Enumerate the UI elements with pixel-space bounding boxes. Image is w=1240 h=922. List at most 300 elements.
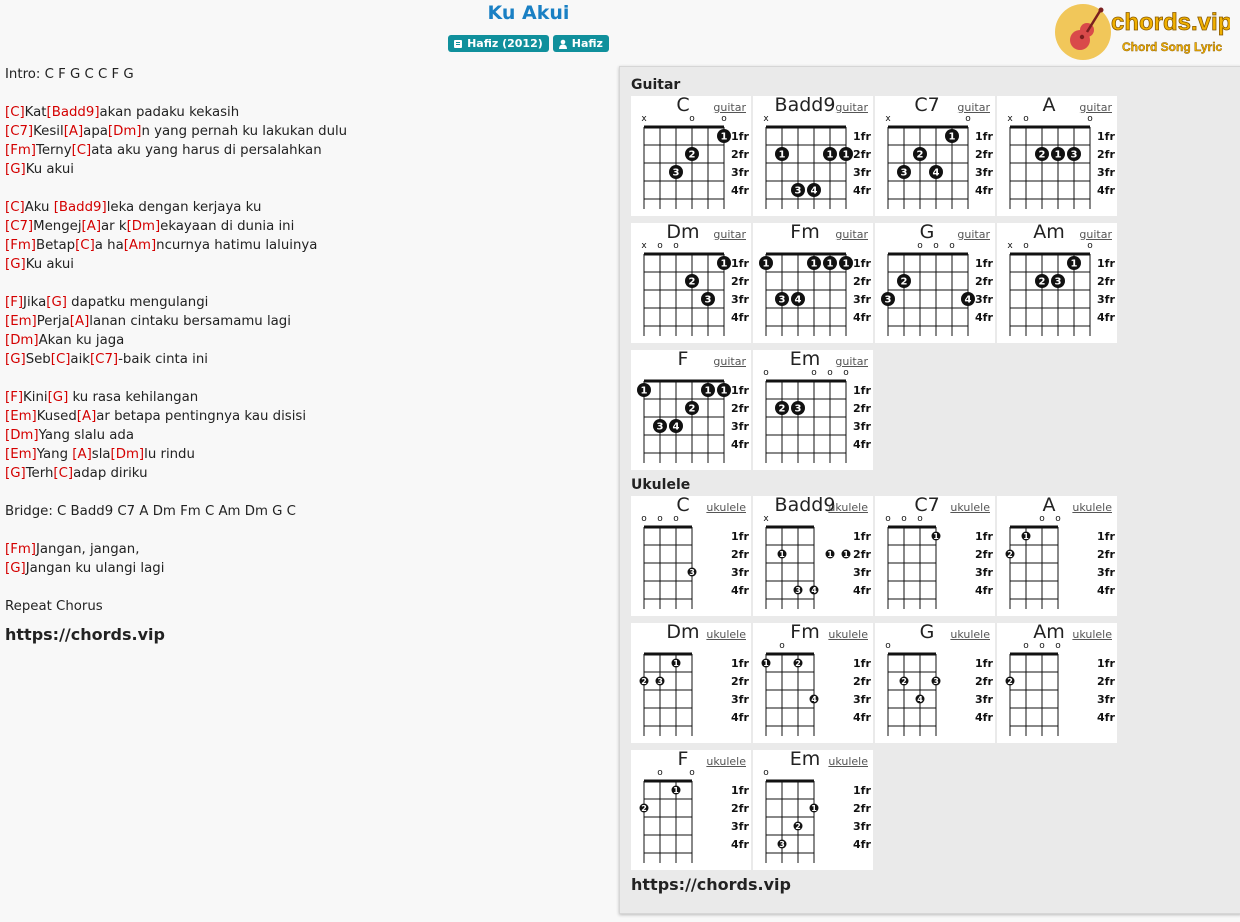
finger-number: 1: [826, 258, 834, 270]
chord-link[interactable]: [G]: [5, 561, 26, 576]
fretboard-diagram: [875, 496, 995, 616]
finger-number: 3: [779, 840, 785, 849]
fret-label: 4fr: [975, 311, 993, 324]
fret-label: 1fr: [853, 384, 871, 397]
album-badge[interactable]: [448, 35, 549, 52]
finger-number: 3: [1054, 276, 1062, 288]
chord-link[interactable]: [Am]: [123, 238, 157, 253]
instrument-link[interactable]: ukulele: [1072, 628, 1112, 641]
finger-number: 1: [704, 385, 712, 397]
fret-label: 1fr: [975, 257, 993, 270]
chord-link[interactable]: [Fm]: [5, 143, 36, 158]
fret-label: 3fr: [731, 420, 749, 433]
fret-label: 2fr: [1097, 148, 1115, 161]
chord-link[interactable]: [C]: [50, 352, 71, 367]
chord-link[interactable]: [G]: [5, 257, 26, 272]
lyric-line: [5, 160, 605, 179]
instrument-link[interactable]: guitar: [1079, 228, 1112, 241]
finger-number: 3: [704, 294, 712, 306]
lyric-text: ata aku yang harus di persalahkan: [91, 143, 322, 158]
open-string-marker: o: [811, 368, 817, 378]
fret-label: 1fr: [853, 784, 871, 797]
fretboard-diagram: [753, 623, 873, 743]
instrument-link[interactable]: guitar: [713, 355, 746, 368]
chord-link[interactable]: [C]: [75, 238, 95, 253]
instrument-link[interactable]: ukulele: [706, 628, 746, 641]
guitar-chord-card[interactable]: [753, 223, 873, 343]
fret-label: 4fr: [1097, 311, 1115, 324]
open-string-marker: o: [657, 768, 663, 778]
finger-number: 2: [778, 403, 786, 415]
open-string-marker: o: [1087, 114, 1093, 124]
finger-number: 2: [1007, 677, 1013, 686]
lyric-text: Akan ku jaga: [38, 333, 125, 348]
fretboard-diagram: [631, 750, 751, 870]
fret-label: 1fr: [731, 257, 749, 270]
fretboard-diagram: [631, 96, 751, 216]
fret-label: 1fr: [975, 530, 993, 543]
guitar-chord-card[interactable]: [631, 223, 751, 343]
chord-link[interactable]: [A]: [72, 447, 92, 462]
finger-number: 2: [916, 149, 924, 161]
fret-label: 3fr: [975, 693, 993, 706]
chord-diagrams-panel: [619, 66, 1240, 914]
lyric-line: [5, 236, 605, 255]
lyric-line: [5, 217, 605, 236]
finger-number: 1: [948, 131, 956, 143]
lyric-text: Mengej: [33, 219, 82, 234]
instrument-link[interactable]: guitar: [1079, 101, 1112, 114]
instrument-link[interactable]: ukulele: [828, 501, 868, 514]
finger-number: 3: [884, 294, 892, 306]
fretboard-diagram: [997, 496, 1117, 616]
finger-number: 3: [672, 167, 680, 179]
fret-label: 3fr: [853, 820, 871, 833]
fret-label: 3fr: [975, 166, 993, 179]
artist-badge-label: Hafiz: [571, 37, 603, 50]
fret-label: 3fr: [853, 166, 871, 179]
open-string-marker: o: [641, 514, 647, 524]
guitar-chord-card[interactable]: [875, 96, 995, 216]
lyric-text: Perja: [36, 314, 70, 329]
chord-name: Fm: [790, 621, 820, 643]
lyric-line: [5, 559, 605, 578]
open-string-marker: o: [763, 368, 769, 378]
fret-label: 2fr: [1097, 675, 1115, 688]
lyric-text: lu rindu: [144, 447, 195, 462]
fretboard-diagram: [875, 96, 995, 216]
fret-label: 1fr: [1097, 657, 1115, 670]
finger-number: 1: [640, 385, 648, 397]
finger-number: 3: [656, 421, 664, 433]
chord-link[interactable]: [G]: [5, 352, 26, 367]
lyric-line: [5, 464, 605, 483]
open-string-marker: o: [1055, 514, 1061, 524]
instrument-link[interactable]: ukulele: [828, 628, 868, 641]
finger-number: 1: [810, 258, 818, 270]
lyric-line: [5, 597, 605, 616]
blank-line: [5, 483, 605, 502]
chord-link[interactable]: [Dm]: [5, 333, 39, 348]
fretboard-diagram: [997, 96, 1117, 216]
chord-link[interactable]: [Dm]: [126, 219, 161, 234]
chord-link[interactable]: [G]: [46, 295, 67, 310]
ukulele-chord-card[interactable]: [997, 496, 1117, 616]
finger-number: 1: [720, 131, 728, 143]
fret-label: 3fr: [853, 693, 871, 706]
open-string-marker: o: [673, 241, 679, 251]
lyric-text: -baik cinta ini: [118, 352, 208, 367]
fretboard-diagram: [631, 350, 751, 470]
lyric-line: [5, 65, 605, 84]
open-string-marker: o: [657, 241, 663, 251]
chord-link[interactable]: [C]: [53, 466, 74, 481]
finger-number: 3: [689, 568, 695, 577]
open-string-marker: o: [1023, 641, 1029, 651]
finger-number: 2: [900, 276, 908, 288]
guitar-chord-card[interactable]: [631, 96, 751, 216]
finger-number: 3: [778, 294, 786, 306]
fret-label: 1fr: [1097, 257, 1115, 270]
finger-number: 1: [673, 786, 679, 795]
lyric-text: Kat: [24, 105, 47, 120]
fretboard-diagram: [631, 496, 751, 616]
finger-number: 1: [1054, 149, 1062, 161]
finger-number: 1: [762, 258, 770, 270]
song-badges: [0, 35, 1057, 52]
finger-number: 4: [794, 294, 802, 306]
muted-string-marker: x: [641, 114, 647, 124]
fret-label: 1fr: [731, 384, 749, 397]
fret-label: 2fr: [731, 675, 749, 688]
finger-number: 3: [1070, 149, 1078, 161]
chord-link[interactable]: [Badd9]: [53, 200, 107, 215]
chord-link[interactable]: [F]: [5, 295, 24, 310]
fret-label: 4fr: [1097, 584, 1115, 597]
lyric-text: apa: [83, 124, 108, 139]
lyric-text: ar k: [101, 219, 127, 234]
muted-string-marker: x: [1007, 114, 1013, 124]
guitar-chord-card[interactable]: [997, 96, 1117, 216]
muted-string-marker: x: [763, 114, 769, 124]
chord-link[interactable]: [Em]: [5, 314, 37, 329]
finger-number: 4: [811, 586, 817, 595]
blank-line: [5, 578, 605, 597]
blank-line: [5, 274, 605, 293]
finger-number: 1: [933, 532, 939, 541]
open-string-marker: o: [933, 241, 939, 251]
lyrics-url[interactable]: https://chords.vip: [5, 625, 165, 644]
fret-label: 2fr: [853, 548, 871, 561]
fret-label: 4fr: [731, 184, 749, 197]
chord-link[interactable]: [G]: [5, 162, 26, 177]
chord-name: Em: [789, 748, 821, 770]
chord-link[interactable]: [Em]: [5, 409, 37, 424]
instrument-link[interactable]: ukulele: [950, 501, 990, 514]
finger-number: 1: [1070, 258, 1078, 270]
fretboard-diagram: [631, 223, 751, 343]
fretboard-diagram: [753, 496, 873, 616]
fret-label: 1fr: [1097, 530, 1115, 543]
instrument-link[interactable]: ukulele: [706, 501, 746, 514]
lyric-text: Ku akui: [25, 162, 74, 177]
fret-label: 2fr: [853, 275, 871, 288]
chord-name: Badd9: [774, 494, 836, 516]
instrument-link[interactable]: guitar: [713, 228, 746, 241]
chord-link[interactable]: [Badd9]: [46, 105, 100, 120]
open-string-marker: o: [1023, 114, 1029, 124]
finger-number: 1: [843, 550, 849, 559]
open-string-marker: o: [1023, 241, 1029, 251]
lyric-line: [5, 445, 605, 464]
instrument-link[interactable]: ukulele: [1072, 501, 1112, 514]
chord-link[interactable]: [C]: [5, 105, 25, 120]
lyric-text: Repeat Chorus: [5, 599, 103, 614]
finger-number: 1: [720, 385, 728, 397]
fret-label: 1fr: [853, 130, 871, 143]
chord-name: G: [919, 621, 935, 643]
fretboard-diagram: [875, 223, 995, 343]
ukulele-chord-card[interactable]: [753, 750, 873, 870]
finger-number: 4: [917, 695, 923, 704]
lyric-line: [5, 331, 605, 350]
lyric-line: [5, 255, 605, 274]
chord-link[interactable]: [F]: [5, 390, 24, 405]
lyric-text: Kesil: [33, 124, 64, 139]
ukulele-chord-card[interactable]: [875, 623, 995, 743]
finger-number: 3: [794, 403, 802, 415]
chord-link[interactable]: [Dm]: [5, 428, 39, 443]
guitar-chord-card[interactable]: [997, 223, 1117, 343]
fret-label: 3fr: [1097, 166, 1115, 179]
chord-link[interactable]: [A]: [76, 409, 97, 424]
chord-link[interactable]: [C7]: [5, 124, 34, 139]
guitar-section-label: Guitar: [631, 77, 681, 93]
fret-label: 1fr: [975, 130, 993, 143]
lyric-line: [5, 502, 605, 521]
guitar-chord-card[interactable]: [875, 223, 995, 343]
lyric-text: n yang pernah ku lakukan dulu: [141, 124, 348, 139]
finger-number: 2: [795, 822, 801, 831]
chord-link[interactable]: [C7]: [5, 219, 34, 234]
muted-string-marker: x: [763, 514, 769, 524]
blank-line: [5, 521, 605, 540]
ukulele-chord-card[interactable]: [997, 623, 1117, 743]
instrument-link[interactable]: guitar: [835, 228, 868, 241]
chord-link[interactable]: [Dm]: [107, 124, 142, 139]
lyric-text: ku rasa kehilangan: [68, 390, 199, 405]
fret-label: 2fr: [975, 675, 993, 688]
ukulele-chord-card[interactable]: [753, 496, 873, 616]
guitar-chord-card[interactable]: [631, 350, 751, 470]
panel-url[interactable]: https://chords.vip: [631, 875, 791, 894]
chord-name: Am: [1033, 221, 1065, 243]
muted-string-marker: x: [1007, 241, 1013, 251]
ukulele-chord-card[interactable]: [875, 496, 995, 616]
fret-label: 2fr: [975, 548, 993, 561]
muted-string-marker: x: [885, 114, 891, 124]
fretboard-diagram: [631, 623, 751, 743]
muted-string-marker: x: [641, 241, 647, 251]
lyric-text: ncurnya hatimu laluinya: [156, 238, 318, 253]
fret-label: 1fr: [731, 657, 749, 670]
finger-number: 3: [933, 677, 939, 686]
chord-link[interactable]: [Em]: [5, 447, 37, 462]
fret-label: 2fr: [731, 402, 749, 415]
lyric-text: Betap: [35, 238, 76, 253]
fret-label: 4fr: [853, 711, 871, 724]
lyric-line: [5, 407, 605, 426]
site-logo[interactable]: [1054, 3, 1230, 61]
ukulele-section-label: Ukulele: [631, 477, 691, 493]
open-string-marker: o: [917, 514, 923, 524]
lyric-text: a ha: [94, 238, 124, 253]
lyric-text: ekayaan di dunia ini: [160, 219, 295, 234]
fret-label: 3fr: [1097, 293, 1115, 306]
lyric-text: Jangan ku ulangi lagi: [25, 561, 165, 576]
instrument-link[interactable]: ukulele: [950, 628, 990, 641]
open-string-marker: o: [1039, 514, 1045, 524]
finger-number: 1: [779, 550, 785, 559]
lyric-text: aik: [70, 352, 90, 367]
fret-label: 3fr: [975, 293, 993, 306]
lyric-text: Kini: [23, 390, 48, 405]
chord-name: A: [1042, 94, 1056, 116]
finger-number: 2: [1007, 550, 1013, 559]
finger-number: 2: [688, 403, 696, 415]
instrument-link[interactable]: guitar: [957, 228, 990, 241]
lyric-text: Seb: [25, 352, 51, 367]
fret-label: 4fr: [731, 584, 749, 597]
chord-link[interactable]: [C7]: [89, 352, 119, 367]
chord-name: Am: [1033, 621, 1065, 643]
lyric-text: leka dengan kerjaya ku: [106, 200, 262, 215]
fret-label: 1fr: [853, 657, 871, 670]
fret-label: 3fr: [731, 566, 749, 579]
open-string-marker: o: [721, 114, 727, 124]
fret-label: 3fr: [731, 166, 749, 179]
fret-label: 1fr: [853, 257, 871, 270]
finger-number: 2: [688, 276, 696, 288]
finger-number: 2: [1038, 149, 1046, 161]
fret-label: 3fr: [731, 293, 749, 306]
lyric-text: Kused: [36, 409, 77, 424]
fret-label: 4fr: [731, 838, 749, 851]
chord-link[interactable]: [A]: [63, 124, 84, 139]
guitar-icon: [1055, 4, 1111, 60]
chord-name: F: [677, 348, 689, 370]
chord-link[interactable]: [Dm]: [110, 447, 145, 462]
fret-label: 4fr: [731, 311, 749, 324]
open-string-marker: o: [827, 368, 833, 378]
finger-number: 1: [842, 258, 850, 270]
open-string-marker: o: [843, 368, 849, 378]
fretboard-diagram: [753, 223, 873, 343]
fret-label: 4fr: [975, 711, 993, 724]
instrument-link[interactable]: guitar: [835, 355, 868, 368]
open-string-marker: o: [763, 768, 769, 778]
ukulele-chord-card[interactable]: [753, 623, 873, 743]
lyric-line: [5, 103, 605, 122]
fret-label: 4fr: [975, 584, 993, 597]
instrument-link[interactable]: guitar: [835, 101, 868, 114]
chord-link[interactable]: [A]: [81, 219, 102, 234]
lyrics: [5, 65, 605, 644]
lyric-text: Bridge: C Badd9 C7 A Dm Fm C Am Dm G C: [5, 504, 296, 519]
open-string-marker: o: [1087, 241, 1093, 251]
lyric-text: Yang slalu ada: [38, 428, 134, 443]
artist-badge[interactable]: [553, 35, 609, 52]
chord-link[interactable]: [C]: [71, 143, 92, 158]
instrument-link[interactable]: ukulele: [706, 755, 746, 768]
chord-link[interactable]: [Fm]: [5, 542, 36, 557]
fret-label: 1fr: [731, 130, 749, 143]
ukulele-chord-card[interactable]: [631, 496, 751, 616]
fret-label: 3fr: [1097, 693, 1115, 706]
lyric-text: Jangan, jangan,: [35, 542, 140, 557]
lyric-text: Intro: C F G C C F G: [5, 67, 134, 82]
fret-label: 2fr: [853, 402, 871, 415]
guitar-chord-card[interactable]: [753, 96, 873, 216]
finger-number: 2: [641, 677, 647, 686]
instrument-link[interactable]: guitar: [713, 101, 746, 114]
open-string-marker: o: [673, 514, 679, 524]
fretboard-diagram: [753, 750, 873, 870]
lyric-text: Yang: [36, 447, 73, 462]
finger-number: 4: [810, 185, 818, 197]
lyric-text: Aku: [24, 200, 54, 215]
chord-link[interactable]: [G]: [47, 390, 69, 405]
finger-number: 1: [763, 659, 769, 668]
fret-label: 4fr: [853, 584, 871, 597]
fret-label: 2fr: [1097, 548, 1115, 561]
chord-name: Em: [789, 348, 821, 370]
lyric-text: Jika: [23, 295, 47, 310]
open-string-marker: o: [657, 514, 663, 524]
ukulele-chord-card[interactable]: [631, 623, 751, 743]
finger-number: 2: [688, 149, 696, 161]
finger-number: 2: [795, 659, 801, 668]
lyric-line: [5, 312, 605, 331]
lyric-text: Terh: [25, 466, 54, 481]
finger-number: 2: [1038, 276, 1046, 288]
chord-name: C: [676, 94, 690, 116]
chord-name: Dm: [666, 621, 700, 643]
finger-number: 4: [672, 421, 680, 433]
open-string-marker: o: [917, 241, 923, 251]
open-string-marker: o: [1039, 641, 1045, 651]
chord-link[interactable]: [G]: [5, 466, 26, 481]
lyric-line: [5, 141, 605, 160]
fret-label: 4fr: [1097, 184, 1115, 197]
guitar-chord-card[interactable]: [753, 350, 873, 470]
chord-link[interactable]: [Fm]: [5, 238, 36, 253]
finger-number: 1: [673, 659, 679, 668]
fret-label: 4fr: [731, 711, 749, 724]
fretboard-diagram: [875, 623, 995, 743]
instrument-link[interactable]: guitar: [957, 101, 990, 114]
chord-name: F: [677, 748, 689, 770]
ukulele-chord-card[interactable]: [631, 750, 751, 870]
finger-number: 2: [641, 804, 647, 813]
blank-line: [5, 369, 605, 388]
fret-label: 3fr: [731, 693, 749, 706]
instrument-link[interactable]: ukulele: [828, 755, 868, 768]
lyric-text: adap diriku: [73, 466, 148, 481]
chord-link[interactable]: [A]: [69, 314, 90, 329]
chord-link[interactable]: [C]: [5, 200, 25, 215]
finger-number: 1: [826, 149, 834, 161]
